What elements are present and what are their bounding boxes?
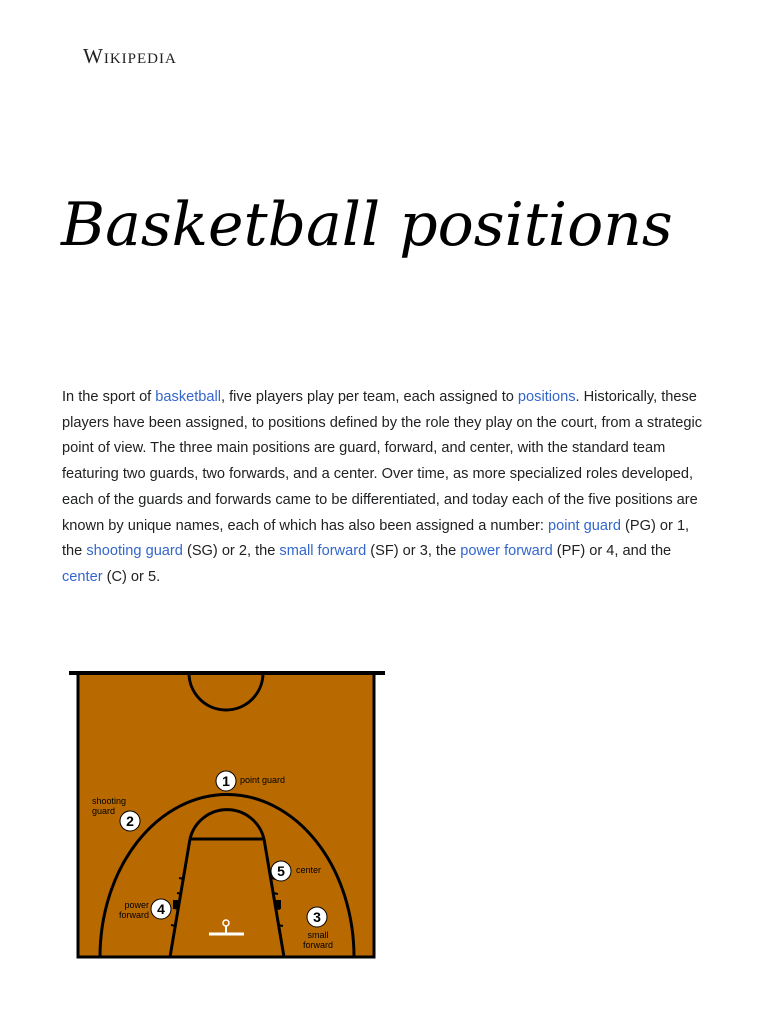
intro-text: . Historically, these players have been assigned, to positions defined by the role they play on the court, from a strategic point of view. The three main positions are guard, forward, and center, with the standard team featuring two guards, two forwards, and a center. Over time, as more specialized roles developed, each of the guards and forwards came to be differentiated, and today each of the five positions are known by unique names, each of which has also been assigned a number: (62, 389, 703, 534)
intro-text: (C) or 5. (102, 568, 161, 585)
player-label: guard (92, 806, 116, 816)
link-positions[interactable]: positions (517, 389, 576, 405)
player-label: center (296, 865, 322, 875)
link-small-forward[interactable]: small forward (279, 543, 367, 560)
court-diagram[interactable] (66, 665, 388, 963)
player-label: point guard (240, 775, 286, 785)
player-4 (119, 899, 171, 920)
link-center[interactable]: center (62, 568, 103, 585)
link-shooting-guard[interactable]: shooting guard (86, 543, 183, 560)
intro-text: (PF) or 4, and the (552, 543, 672, 560)
lane-block-left (173, 900, 178, 909)
player-label: shooting (92, 796, 127, 806)
intro-text: , five players play per team, each assigned to (221, 389, 518, 405)
intro-text: (PG) or 1, the (62, 517, 690, 560)
player-number: 3 (313, 909, 321, 925)
player-number: 4 (157, 901, 165, 917)
intro-text: (SG) or 2, the (182, 543, 280, 560)
player-number: 5 (277, 863, 285, 879)
lane-block-right (276, 900, 281, 909)
player-label: forward (118, 910, 149, 920)
intro-text: In the sport of (62, 389, 156, 405)
link-point-guard[interactable]: point guard (547, 517, 621, 534)
article-intro (62, 385, 707, 591)
link-power-forward[interactable]: power forward (460, 543, 553, 560)
player-number: 2 (126, 813, 134, 829)
page-title: Basketball positions (61, 190, 673, 260)
intro-text: (SF) or 3, the (366, 543, 461, 560)
link-basketball[interactable]: basketball (155, 389, 222, 405)
player-label: small (307, 930, 329, 940)
player-number: 1 (222, 773, 230, 789)
wikipedia-logo[interactable]: Wikipedia (83, 44, 177, 68)
player-label: forward (302, 940, 334, 950)
player-label: power (124, 900, 149, 910)
